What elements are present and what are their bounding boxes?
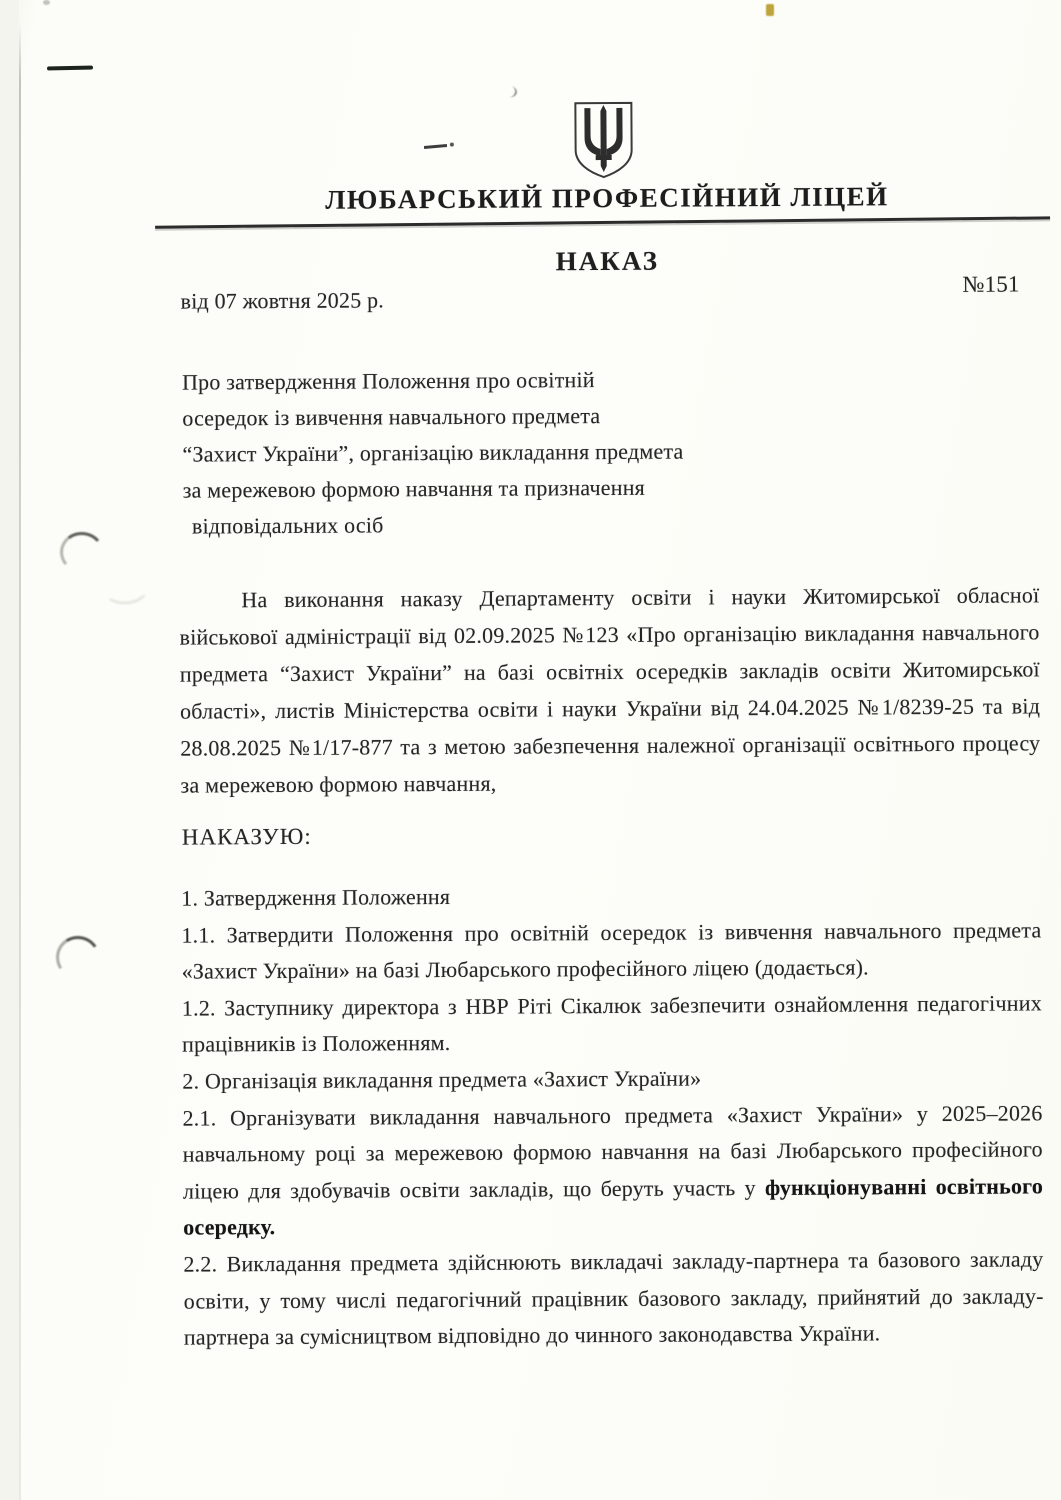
subject-line: відповідальних осіб — [191, 512, 384, 539]
institution-name: ЛЮБАРСЬКИЙ ПРОФЕСІЙНИЙ ЛІЦЕЙ — [325, 181, 889, 215]
order-keyword: НАКАЗУЮ: — [181, 823, 312, 850]
order-item-2-1 — [182, 1095, 1043, 1247]
subject-line: осередок із вивчення навчального предмета — [182, 403, 601, 431]
document-type-title: НАКАЗ — [555, 245, 659, 277]
order-item-1-2: 1.2. Заступнику директора з НВР Ріті Сікалюк забезпечити ознайомлення педагогічних працівників із Положенням. — [181, 990, 1042, 1057]
document-date: від 07 жовтня 2025 р. — [180, 287, 385, 314]
subject-block — [182, 361, 803, 545]
ukraine-trident-emblem-icon — [571, 100, 635, 180]
subject-line: Про затвердження Положення про освітній — [181, 367, 595, 395]
order-item-1-1: 1.1. Затвердити Положення про освітній осередок із вивчення навчального предмета «Захист України» на базі Любарського професійного ліцею (додається). — [181, 916, 1042, 984]
document-number: №151 — [962, 271, 1020, 297]
order-item-2-1-bold-tail: функціонуванні освітнього осередку. — [183, 1173, 1044, 1240]
order-item-2-1-text: 2.1. Організувати викладання навчального предмета «Захист України» у 2025–2026 навчальному році за мережевою формою навчання на базі Любарського професійного ліцею для здобувачів освіти закладів, що беруть участь у — [182, 1099, 1043, 1204]
order-item-1: 1. Затвердження Положення — [181, 883, 451, 911]
subject-line: за мережевою формою навчання та призначення — [182, 474, 646, 503]
order-items — [181, 875, 1044, 1356]
preamble-paragraph: На виконання наказу Департаменту освіти і науки Житомирської обласної військової адміністрації від 02.09.2025 №123 «Про організацію викладання навчального предмета “Захист України” на базі освітніх осередків закладів освіти Житомирської області», листів Міністерства освіти і науки України від 24.04.2025 №1/8239-25 та від 28.08.2025 №1/17-877 та з метою забезпечення належної організації освітнього процесу за мережевою формою навчання, — [179, 582, 1041, 798]
order-item-2: 2. Організація викладання предмета «Захист України» — [182, 1065, 702, 1094]
header-divider-rule — [155, 216, 1050, 228]
subject-line: “Захист України”, організацію викладання предмета — [182, 438, 684, 467]
order-item-2-2: 2.2. Викладання предмета здійснюють викладачі закладу-партнера та базового закладу освіти, у тому числі педагогічний працівник базового закладу, прийнятий до закладу-партнера за сумісництвом відповідно до чинного законодавства України. — [183, 1246, 1044, 1350]
